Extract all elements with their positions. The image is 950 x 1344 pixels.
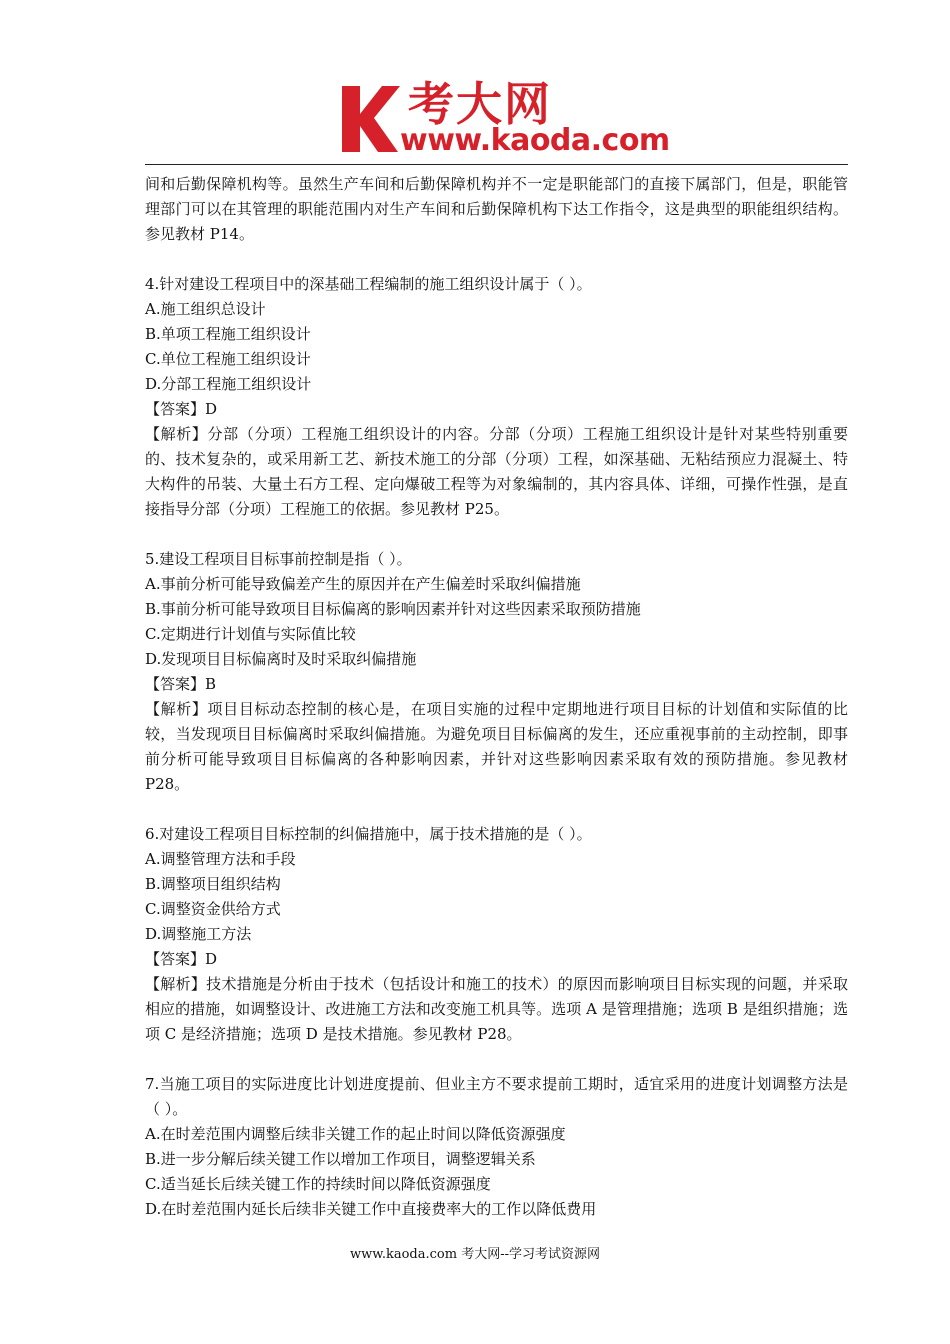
option-d: D.发现项目目标偏离时及时采取纠偏措施 xyxy=(145,650,417,668)
analysis: 【解析】项目目标动态控制的核心是，在项目实施的过程中定期地进行项目目标的计划值和实际值的比较，当发现项目目标偏离时采取纠偏措施。为避免项目目标偏离的发生，还应重视事前的主动控制，即事前分析可能导致项目目标偏离的各种影响因素，并针对这些影响因素采取有效的预防措施。参见教材 P28。 xyxy=(145,700,848,793)
question-stem: 7.当施工项目的实际进度比计划进度提前、但业主方不要求提前工期时，适宜采用的进度计划调整方法是（ ）。 xyxy=(145,1075,848,1118)
question-4 xyxy=(145,272,848,522)
analysis: 【解析】分部（分项）工程施工组织设计的内容。分部（分项）工程施工组织设计是针对某些特别重要的、技术复杂的，或采用新工艺、新技术施工的分部（分项）工程，如深基础、无粘结预应力混凝土、特大构件的吊装、大量土石方工程、定向爆破工程等为对象编制的，其内容具体、详细，可操作性强，是直接指导分部（分项）工程施工的依据。参见教材 P25。 xyxy=(145,425,848,518)
analysis: 【解析】技术措施是分析由于技术（包括设计和施工的技术）的原因而影响项目目标实现的问题，并采取相应的措施，如调整设计、改进施工方法和改变施工机具等。选项 A 是管理措施；选项 B 是组织措施；选项 C 是经济措施；选项 D 是技术措施。参见教材 P28。 xyxy=(145,975,848,1043)
question-5 xyxy=(145,547,848,797)
option-d: D.在时差范围内延长后续非关键工作中直接费率大的工作以降低费用 xyxy=(145,1200,597,1218)
option-a: A.在时差范围内调整后续非关键工作的起止时间以降低资源强度 xyxy=(145,1125,566,1143)
option-a: A.施工组织总设计 xyxy=(145,300,266,318)
option-a: A.事前分析可能导致偏差产生的原因并在产生偏差时采取纠偏措施 xyxy=(145,575,581,593)
question-stem: 6.对建设工程项目目标控制的纠偏措施中，属于技术措施的是（ ）。 xyxy=(145,825,592,843)
kaoda-logo xyxy=(338,78,668,158)
brand-name: 考大网 xyxy=(408,77,552,131)
option-b: B.单项工程施工组织设计 xyxy=(145,325,311,343)
option-c: C.定期进行计划值与实际值比较 xyxy=(145,625,356,643)
option-c: C.单位工程施工组织设计 xyxy=(145,350,311,368)
question-7 xyxy=(145,1072,848,1222)
option-c: C.调整资金供给方式 xyxy=(145,900,281,918)
answer: 【答案】D xyxy=(145,400,218,418)
k-logo-icon xyxy=(338,82,402,156)
option-b: B.事前分析可能导致项目目标偏离的影响因素并针对这些因素采取预防措施 xyxy=(145,600,641,618)
answer: 【答案】B xyxy=(145,675,217,693)
question-stem: 4.针对建设工程项目中的深基础工程编制的施工组织设计属于（ ）。 xyxy=(145,275,592,293)
option-d: D.调整施工方法 xyxy=(145,925,252,943)
brand-url: www.kaoda.com xyxy=(400,123,670,158)
option-d: D.分部工程施工组织设计 xyxy=(145,375,312,393)
header-divider xyxy=(145,164,848,165)
question-stem: 5.建设工程项目目标事前控制是指（ ）。 xyxy=(145,550,412,568)
question-6 xyxy=(145,822,848,1047)
document-body xyxy=(145,172,848,1222)
option-a: A.调整管理方法和手段 xyxy=(145,850,296,868)
page-footer: www.kaoda.com 考大网--学习考试资源网 xyxy=(350,1247,600,1262)
option-c: C.适当延长后续关键工作的持续时间以降低资源强度 xyxy=(145,1175,491,1193)
option-b: B.进一步分解后续关键工作以增加工作项目，调整逻辑关系 xyxy=(145,1150,536,1168)
answer: 【答案】D xyxy=(145,950,218,968)
option-b: B.调整项目组织结构 xyxy=(145,875,281,893)
continuation-paragraph: 间和后勤保障机构等。虽然生产车间和后勤保障机构并不一定是职能部门的直接下属部门，但是，职能管理部门可以在其管理的职能范围内对生产车间和后勤保障机构下达工作指令，这是典型的职能组织结构。参见教材 P14。 xyxy=(145,175,848,243)
